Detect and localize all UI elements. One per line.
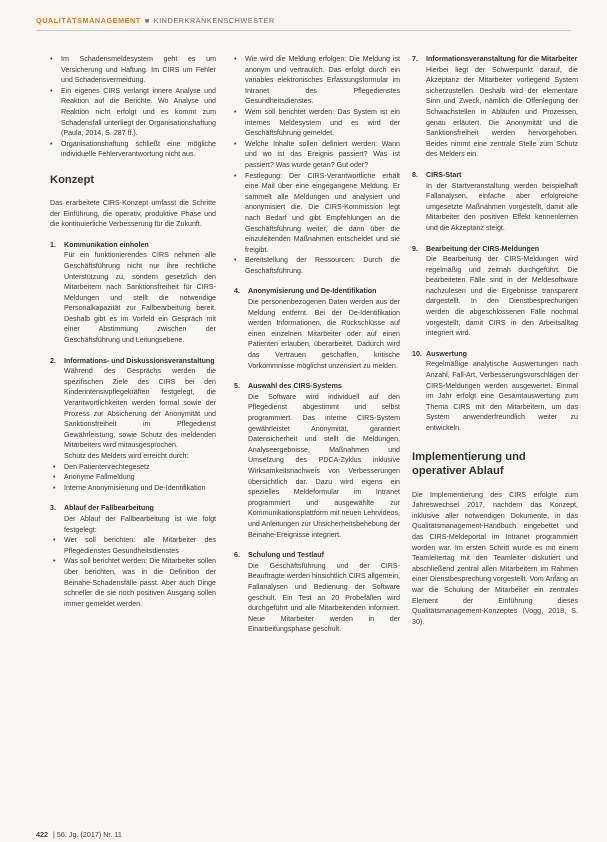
list-item: • Interne Anonymisierung und De-Identifikation <box>53 483 216 494</box>
step-text: Die Software wird individuell auf den Pflegedienst abgestimmt und selbst programmiert. Das interne CIRS-System gewährleistet Anonymität, garantiert Datensicherheit und stellt die Meldungen, Analyseergebnisse, Maßnahmen und Umsetzung des PDCA-Zyklus inklusive Wirksamkeitsnachweis von Verbesserungen übersichtlich dar. Dazu wird eigens ein spezielles Meldeformular im Intranet programmiert und ausgewählte zur Kommunikationsplattform mit neuen Lehrvideos, und Anleitungen zur Unsicherheitsbehebung der Beinahe-Ereignisse integriert. <box>248 392 400 539</box>
step-text: Die Bearbeitung der CIRS-Meldungen wird regelmäßig und zeitnah durchgeführt. Die bearbeiteten Fälle sind in der Meldesoftware nachzulesen und die Ergebnisse transparent dargestellt. In den Dienstbesprechungen werden die abgeschlossenen Fälle nochmal vorgestellt, damit CIRS in den Arbeitsalltag integriert wird. <box>426 255 578 338</box>
step-text: Die Geschäftsführung und der CIRS-Beauftragte werden hinsichtlich CIRS allgemein, Fallanalysen und Bedienung der Software geschult. Ein Test an 20 Probefällen wird durchgeführt und alle Mitarbeitenden informiert. Neue Mitarbeiter werden in der Einarbeitungsphase geschult. <box>248 561 400 634</box>
list-item: • Ein eigenes CIRS verlangt innere Analyse und Reaktion auf die Berichte. Wo Analyse und Reaktion nicht erfolgt und es kommt zum Schadensfall unterliegt der Organisationshaftung (Paula, 2014, S. 287 ff.). <box>50 86 216 139</box>
column-1 <box>50 54 216 609</box>
header-category: QUALITÄTSMANAGEMENT <box>36 16 141 25</box>
step-heading: 4. Anonymisierung und De-Identifikation <box>234 287 377 296</box>
step-heading: 10. Auswertung <box>412 349 467 358</box>
protection-bullet-list <box>50 462 216 494</box>
column-3 <box>412 54 578 627</box>
step-text: Der Ablauf der Fallbearbeitung ist wie folgt festgelegt: <box>64 514 216 534</box>
process-bullet-list <box>50 535 216 609</box>
list-item: • Den Patientenrechtegesetz <box>53 462 216 473</box>
section-heading-line: operativer Ablauf <box>412 464 504 477</box>
header-topic: KINDERKRANKENSCHWESTER <box>153 16 275 25</box>
step-heading: 1. Kommunikation einholen <box>50 240 149 249</box>
page-footer <box>36 830 122 839</box>
step-text: Hierbei liegt der Schwerpunkt darauf, die Akzeptanz der Mitarbeiter vorliegend System sicherzustellen. Deshalb wird der elementare Sinn und Zweck, nämlich die Offenlegung der Schwachstellen in Abläufen und Prozessen, genau erläutert. Die Anonymität und die Sanktionsfreiheit werden hervorgehoben. Beides nimmt eine zentrale Stelle zum Schutz des Melders ein. <box>426 65 578 159</box>
reporting-bullet-list <box>234 54 400 276</box>
step-heading: 8. CIRS-Start <box>412 170 462 179</box>
intro-bullet-list <box>50 54 216 160</box>
step-title: Informationsveranstaltung für die Mitarbeiter <box>426 55 578 63</box>
list-item: • Im Schadensmeldesystem geht es um Versicherung und Haftung. Im CIRS um Fehler und Schadensvermeidung. <box>50 54 216 86</box>
step-title: Ablauf der Fallbearbeitung <box>64 504 154 513</box>
step-text: Während des Gesprächs werden die spezifischen Ziele des CIRS bei den Kinderintensivpflegekräften festgelegt, die Verantwortlichkeiten werden formal sowie der Prozess zur Absicherung der Anonymität und Sanktionsfreiheit im Pflegedienst Gewährleistung, sowie Schutz des meldenden Mitarbeiters wird mitausgesprochen. <box>64 367 216 450</box>
step-title: Kommunikation einholen <box>64 240 149 249</box>
step-heading: 3. Ablauf der Fallbearbeitung <box>50 504 154 513</box>
step-text: In der Startveranstaltung werden beispielhaft Fallanalysen, einfache aber erfolgreiche umgesetzte Maßnahmen vorgestellt, damit alle Mitarbeiter den positiven Effekt kennenlernen und die Akzeptanz steigt. <box>426 181 578 232</box>
list-item: • Anonyme Fallmeldung <box>53 472 216 483</box>
section-heading-konzept: Konzept <box>50 173 95 186</box>
step-heading: 2. Informations- und Diskussionsveranstaltung <box>50 356 215 365</box>
list-item: • Organisationshaftung schließt eine mögliche individuelle Fehlerverantwortung nicht aus. <box>50 139 216 160</box>
list-item: • Wer soll berichten: alle Mitarbeiter des Pflegedienstes Gesundheitsdienstes <box>53 535 216 556</box>
step-text: Die personenbezogenen Daten werden aus der Meldung entfernt. Bei der De-Identifikation werden Informationen, die Rückschlüsse auf einen einzelnen Mitarbeiter oder auf einen Patienten erlauben, überarbeitet. Dadurch wird das Vertrauen geschaffen, kritische Vorkommnisse möglichst unzensiert zu melden. <box>248 298 400 370</box>
step-title: Anonymisierung und De-Identifikation <box>248 287 377 296</box>
list-item: • Wie wird die Meldung erfolgen: Die Meldung ist anonym und vertraulich. Das erfolgt durch ein variables elektronisches Erfassungsformular im Intranet des Pflegedienstes Gesundheitsdienstes. <box>234 54 400 107</box>
step-text: Für ein funktionierendes CIRS nehmen alle Geschäftsführung nicht nur ihre rechtliche Unterstützung zu, sondern gesetzlich den Mitarbeitern nach Sanktionsfreiheit für CIRS-Meldungen und stellt die notwendige Personalkapazität zur Fallbearbeitung bereit. Deshalb gibt es im Vorfeld ein Gespräch mit einer Abstimmung zwischen der Geschäftsführung und Leitungsebene. <box>64 251 216 345</box>
page-number: 422 <box>36 830 48 839</box>
running-header <box>36 16 275 25</box>
step-title: Schulung und Testlauf <box>248 551 324 560</box>
implementation-text: Die Implementierung des CIRS erfolgte zum Jahreswechsel 2017, nachdem das Konzept, inklusive aller notwendigen Dokumente, in das Qualitätsmanagement-Handbuch eingebettet und das CIRS-Meldeportal im Intranet programmiert worden war. Im ersten Schritt wurde es mit einem Teamleitertag mit den Teamleiter diskutiert und abschließend zentral allen Mitarbeitern im Rahmen einer Dienstbesprechung vorgestellt. Vom Anfang an war die Schulung der Mitarbeiter ein zentrales Element der Einführung dieses Qualitätsmanagement-Konzeptes (Vogg, 2018, S. 30). <box>412 490 578 626</box>
section-heading-implementierung <box>412 450 578 478</box>
list-item: • Welche Inhalte sollen definiert werden: Wann und wo ist das Ereignis passiert? Was ist passiert? Was wurde getan? Gut oder? <box>234 139 400 171</box>
step-heading: 7. Informationsveranstaltung für die Mitarbeiter <box>412 55 578 63</box>
list-item: • Bereitstellung der Ressourcen: Durch die Geschäftsführung. <box>234 255 400 276</box>
step-text: Regelmäßige analytische Auswertungen nach Anzahl, Fall-Art, Verbesserungsvorschlägen der CIRS-Meldungen werden ausgewertet. Einmal im Jahr erfolgt eine Gesamtauswertung zum Thema CIRS mit den Mitarbeitern, um das System anwenderfreundlich weiter zu entwickeln. <box>426 360 578 432</box>
step-title: Auswertung <box>426 349 467 358</box>
step-heading: 5. Auswahl des CIRS-Systems <box>234 382 342 391</box>
header-rule <box>36 30 571 31</box>
column-2 <box>234 54 400 635</box>
step-title: Informations- und Diskussionsveranstaltung <box>64 356 215 365</box>
konzept-intro: Das erarbeitete CIRS-Konzept umfasst die Schritte der Einführung, die operativ, produktive Phase und die kontinuierliche Verbesserung für die Zukunft. <box>50 198 216 229</box>
step-title: Auswahl des CIRS-Systems <box>248 382 342 391</box>
step-title: Bearbeitung der CIRS-Meldungen <box>426 244 540 253</box>
list-item: • Wem soll berichtet werden: Das System ist ein internes Meldesystem und es wird der Geschäftsführung gemeldet. <box>234 107 400 139</box>
issue-citation: | 56. Jg. (2017) Nr. 11 <box>53 830 122 839</box>
list-item: • Festlegung: Der CIRS-Verantwortliche erhält eine Mail über eine eingegangene Meldung. Er sammelt alle Meldungen und analysiert und anonymisiert die. Die CIRS-Kommission legt nach Bedarf und gibt Empfehlungen an die Geschäftsführung weiter, die dann über die einzuleitenden Maßnahmen entscheidet und sie freigibt. <box>234 171 400 256</box>
section-heading-line: Implementierung und <box>412 450 526 463</box>
step-title: CIRS-Start <box>426 170 462 179</box>
step-heading: 9. Bearbeitung der CIRS-Meldungen <box>412 244 540 253</box>
header-separator-icon: ■ <box>144 16 150 25</box>
step-heading: 6. Schulung und Testlauf <box>234 551 324 560</box>
list-item: • Was soll berichtet werden: Die Mitarbeiter sollen über berichten, was in die Definition der Beinahe-Schadensfälle passt. Aber auch Dinge schneller die sie noch positiven Ausgang sollen immer gemeldet werden. <box>53 556 216 609</box>
step-text: Schutz des Melders wird erreicht durch: <box>64 452 189 460</box>
